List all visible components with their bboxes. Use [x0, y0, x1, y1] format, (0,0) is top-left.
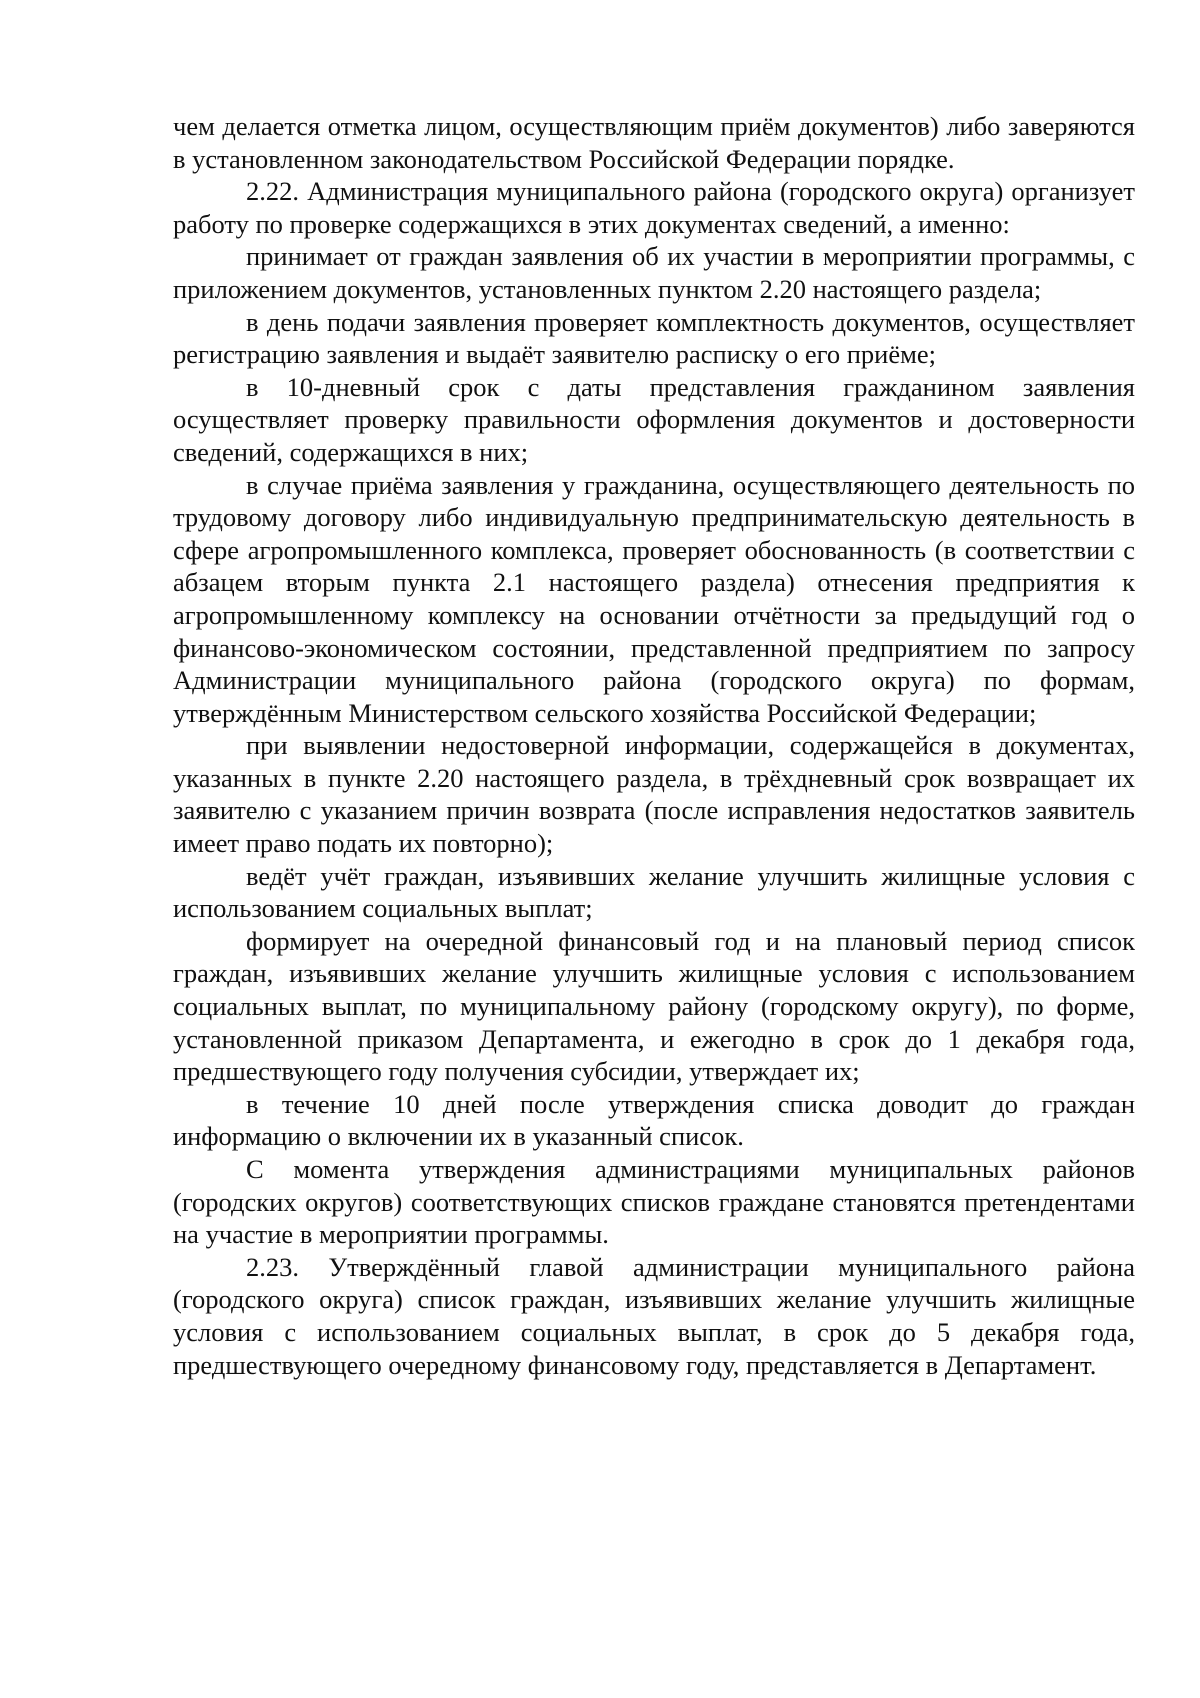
paragraph-keeps-records: ведёт учёт граждан, изъявивших желание улучшить жилищные условия с использованием социальных выплат;: [173, 860, 1135, 924]
paragraph-informs-citizens: в течение 10 дней после утверждения списка доводит до граждан информацию о включении их в указанный список.: [173, 1088, 1135, 1152]
paragraph-unreliable-info: при выявлении недостоверной информации, содержащейся в документах, указанных в пункте 2.20 настоящего раздела, в трёхдневный срок возвращает их заявителю с указанием причин возврата (после исправления недостатков заявитель имеет право подать их повторно);: [173, 730, 1135, 859]
paragraph-agro-complex-check: в случае приёма заявления у гражданина, осуществляющего деятельность по трудовому договору либо индивидуальную предпринимательскую деятельность в сфере агропромышленного комплекса, проверяет обоснованность (в соответствии с абзацем вторым пункта 2.1 настоящего раздела) отнесения предприятия к агропромышленному комплексу на основании отчётности за предыдущий год о финансово-экономическом состоянии, представленной предприятием по запросу Администрации муниципального района (городского округа) по формам, утверждённым Министерством сельского хозяйства Российской Федерации;: [173, 469, 1135, 728]
paragraph-10-day-check: в 10-дневный срок с даты представления гражданином заявления осуществляет проверку правильности оформления документов и достоверности сведений, содержащихся в них;: [173, 371, 1135, 467]
paragraph-accepts-applications: принимает от граждан заявления об их участии в мероприятии программы, с приложением документов, установленных пунктом 2.20 настоящего раздела;: [173, 241, 1135, 304]
paragraph-2-22: 2.22. Администрация муниципального района (городского округа) организует работу по проверке содержащихся в этих документах сведений, а именно:: [173, 176, 1135, 239]
paragraph-candidates: С момента утверждения администрациями муниципальных районов (городских округов) соответствующих списков граждане становятся претендентами на участие в мероприятии программы.: [173, 1154, 1135, 1250]
paragraph-forms-list: формирует на очередной финансовый год и на плановый период список граждан, изъявивших желание улучшить жилищные условия с использованием социальных выплат, по муниципальному району (городскому округу), по форме, установленной приказом Департамента, и ежегодно в срок до 1 декабря года, предшествующего году получения субсидии, утверждает их;: [173, 925, 1135, 1087]
document-page: [173, 110, 1135, 1381]
paragraph-continuation: чем делается отметка лицом, осуществляющим приём документов) либо заверяются в установленном законодательством Российской Федерации порядке.: [173, 111, 1135, 174]
paragraph-checks-completeness: в день подачи заявления проверяет комплектность документов, осуществляет регистрацию заявления и выдаёт заявителю расписку о его приёме;: [173, 306, 1135, 370]
paragraph-2-23: 2.23. Утверждённый главой администрации муниципального района (городского округа) список граждан, изъявивших желание улучшить жилищные условия с использованием социальных выплат, в срок до 5 декабря года, предшествующего очередному финансовому году, представляется в Департамент.: [173, 1251, 1135, 1380]
